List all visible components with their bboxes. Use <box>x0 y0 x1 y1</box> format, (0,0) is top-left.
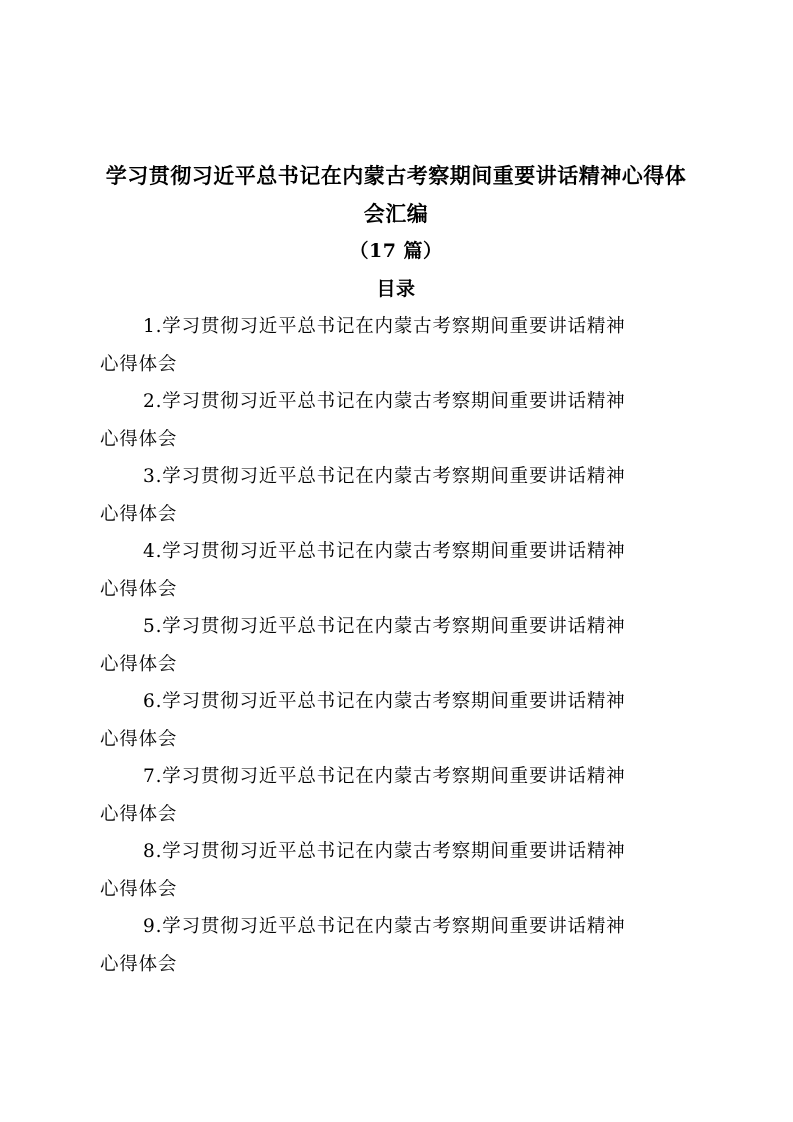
toc-item-title-continued: 心得体会 <box>100 653 178 675</box>
toc-item-title-continued: 心得体会 <box>100 728 178 750</box>
toc-item-title: 2.学习贯彻习近平总书记在内蒙古考察期间重要讲话精神 <box>143 391 626 412</box>
toc-item-title-continued: 心得体会 <box>100 953 178 975</box>
toc-item-4[interactable] <box>100 533 700 608</box>
table-of-contents <box>100 308 700 983</box>
toc-item-5[interactable] <box>100 608 700 683</box>
toc-item-8[interactable] <box>100 833 700 908</box>
toc-item-title: 9.学习贯彻习近平总书记在内蒙古考察期间重要讲话精神 <box>143 916 626 937</box>
toc-item-title-continued: 心得体会 <box>100 428 178 450</box>
toc-item-title: 3.学习贯彻习近平总书记在内蒙古考察期间重要讲话精神 <box>143 466 626 487</box>
toc-item-title-continued: 心得体会 <box>100 878 178 900</box>
toc-item-6[interactable] <box>100 683 700 758</box>
toc-item-title: 6.学习贯彻习近平总书记在内蒙古考察期间重要讲话精神 <box>143 691 626 712</box>
toc-item-1[interactable] <box>100 308 700 383</box>
document-count: （17 篇） <box>349 240 443 262</box>
toc-item-9[interactable] <box>100 908 700 983</box>
toc-item-title-continued: 心得体会 <box>100 503 178 525</box>
toc-item-title-continued: 心得体会 <box>100 578 178 600</box>
toc-item-2[interactable] <box>100 383 700 458</box>
toc-item-title-continued: 心得体会 <box>100 803 178 825</box>
toc-item-3[interactable] <box>100 458 700 533</box>
toc-item-title: 8.学习贯彻习近平总书记在内蒙古考察期间重要讲话精神 <box>143 841 626 862</box>
toc-item-7[interactable] <box>100 758 700 833</box>
document-title-line-2: 会汇编 <box>363 201 429 226</box>
toc-item-title: 4.学习贯彻习近平总书记在内蒙古考察期间重要讲话精神 <box>143 541 626 562</box>
toc-heading: 目录 <box>376 278 416 300</box>
toc-item-title: 7.学习贯彻习近平总书记在内蒙古考察期间重要讲话精神 <box>143 766 626 787</box>
document-title-line-1: 学习贯彻习近平总书记在内蒙古考察期间重要讲话精神心得体 <box>105 163 687 188</box>
toc-item-title-continued: 心得体会 <box>100 353 178 375</box>
toc-item-title: 1.学习贯彻习近平总书记在内蒙古考察期间重要讲话精神 <box>143 316 626 337</box>
toc-item-title: 5.学习贯彻习近平总书记在内蒙古考察期间重要讲话精神 <box>143 616 626 637</box>
